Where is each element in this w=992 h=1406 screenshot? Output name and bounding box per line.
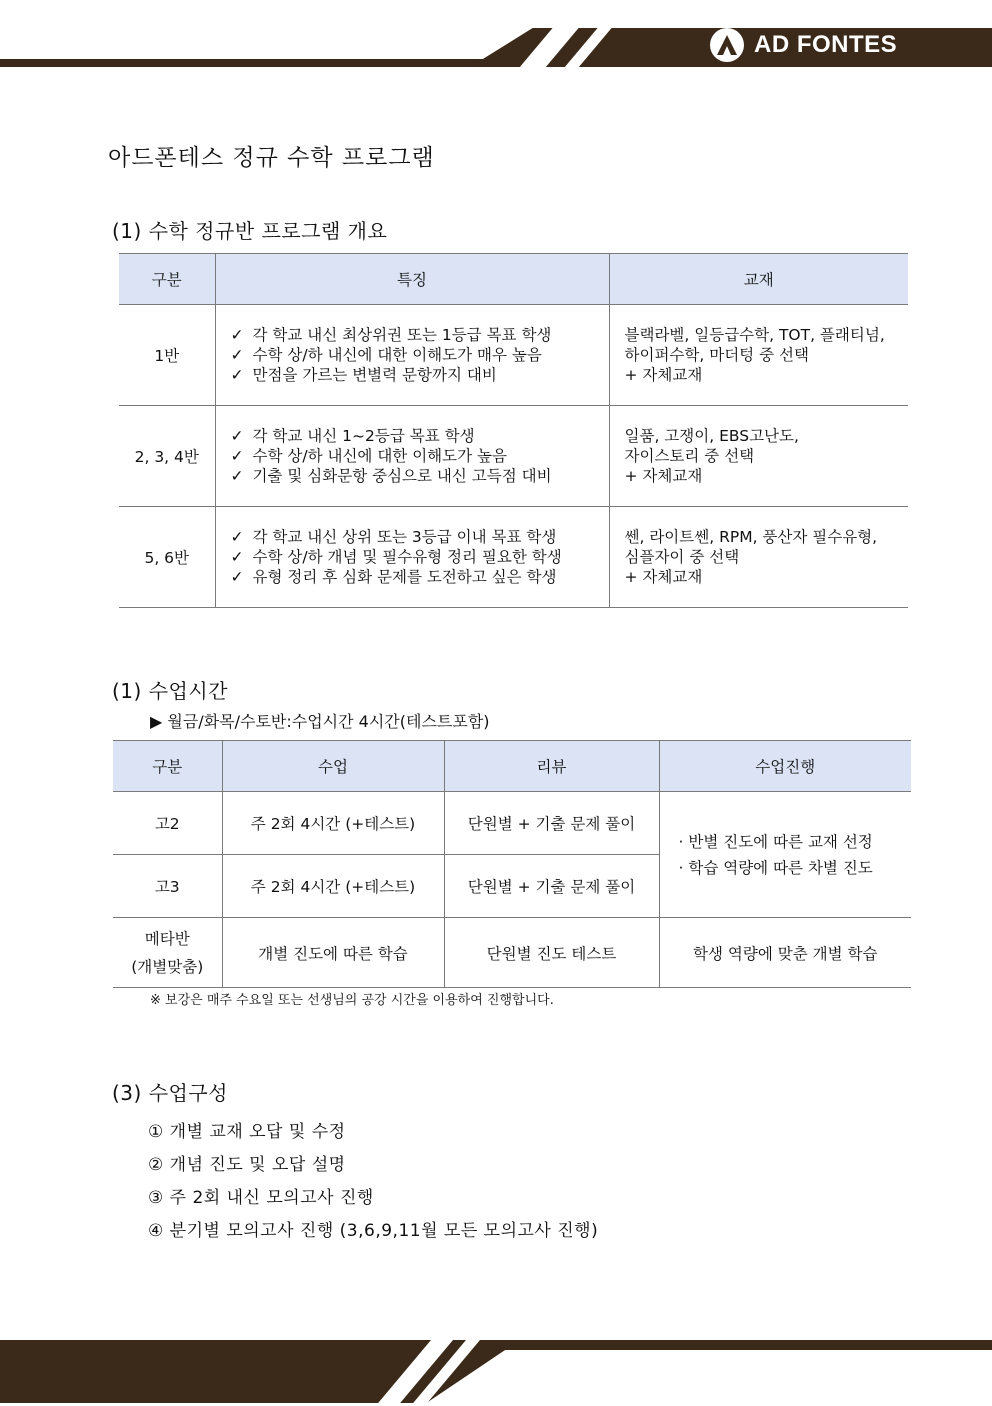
group-cell: 고3 (113, 855, 222, 918)
progress-cell (659, 792, 911, 918)
progress-cell: 학생 역량에 맞춘 개별 학습 (659, 918, 911, 988)
features-cell (215, 507, 609, 608)
table-row (113, 918, 911, 988)
table-row (113, 792, 911, 855)
table-row (119, 507, 908, 608)
note-text: ※ 보강은 매주 수요일 또는 선생님의 공강 시간을 이용하여 진행합니다. (150, 993, 554, 1008)
column-header: 수업 (222, 741, 444, 792)
table-header-row (119, 254, 908, 305)
column-header: 수업진행 (659, 741, 911, 792)
books-line: 블랙라벨, 일등급수학, TOT, 플래티넘, (624, 326, 885, 344)
group-cell: 5, 6반 (119, 507, 215, 608)
program-table (119, 253, 908, 608)
logo-text: AD FONTES (754, 31, 898, 58)
feature-item: ✓ 각 학교 내신 최상위권 또는 1등급 목표 학생 (231, 325, 608, 345)
lesson-cell: 주 2회 4시간 (+테스트) (222, 792, 444, 855)
books-cell (609, 406, 908, 507)
footer-rule (480, 1340, 992, 1350)
progress-item: · 반별 진도에 따른 교재 선정 (678, 832, 873, 851)
features-cell (215, 305, 609, 406)
list-item: ② 개념 진도 및 오답 설명 (148, 1155, 346, 1175)
group-line: (개별맞춤) (131, 957, 204, 976)
group-cell: 1반 (119, 305, 215, 406)
review-cell: 단원별 + 기출 문제 풀이 (444, 792, 659, 855)
logo-a-icon (710, 28, 744, 62)
books-line: 자이스토리 중 선택 (624, 447, 755, 465)
table-row (119, 406, 908, 507)
column-header: 교재 (609, 254, 908, 305)
column-header: 특징 (215, 254, 609, 305)
page-title: 아드폰테스 정규 수학 프로그램 (108, 145, 435, 171)
feature-item: ✓ 각 학교 내신 상위 또는 3등급 이내 목표 학생 (231, 527, 608, 547)
group-line: 메타반 (144, 929, 190, 948)
section1-heading: (1) 수학 정규반 프로그램 개요 (112, 219, 388, 243)
feature-item: ✓ 각 학교 내신 1~2등급 목표 학생 (231, 426, 608, 446)
section2-heading: (1) 수업시간 (112, 679, 228, 703)
features-cell (215, 406, 609, 507)
review-cell: 단원별 + 기출 문제 풀이 (444, 855, 659, 918)
column-header: 구분 (113, 741, 222, 792)
feature-item: ✓ 수학 상/하 내신에 대한 이해도가 높음 (231, 446, 608, 466)
lesson-cell: 주 2회 4시간 (+테스트) (222, 855, 444, 918)
list-item: ③ 주 2회 내신 모의고사 진행 (148, 1188, 374, 1208)
books-cell (609, 305, 908, 406)
books-line: 심플자이 중 선택 (624, 548, 740, 566)
schedule-line: ▶ 월금/화목/수토반:수업시간 4시간(테스트포함) (150, 712, 490, 731)
column-header: 리뷰 (444, 741, 659, 792)
column-header: 구분 (119, 254, 215, 305)
feature-item: ✓ 유형 정리 후 심화 문제를 도전하고 싶은 학생 (231, 567, 608, 587)
books-line: 일품, 고쟁이, EBS고난도, (624, 427, 799, 445)
feature-item: ✓ 기출 및 심화문항 중심으로 내신 고득점 대비 (231, 466, 608, 486)
brand-logo (710, 27, 897, 63)
section3-heading: (3) 수업구성 (112, 1081, 228, 1105)
group-cell: 고2 (113, 792, 222, 855)
books-line: 하이퍼수학, 마더텅 중 선택 (624, 346, 809, 364)
group-cell: 2, 3, 4반 (119, 406, 215, 507)
header-rule (0, 59, 507, 67)
feature-item: ✓ 수학 상/하 개념 및 필수유형 정리 필요한 학생 (231, 547, 608, 567)
progress-item: · 학습 역량에 따른 차별 진도 (678, 858, 873, 877)
feature-item: ✓ 수학 상/하 내신에 대한 이해도가 매우 높음 (231, 345, 608, 365)
review-cell: 단원별 진도 테스트 (444, 918, 659, 988)
table-row (119, 305, 908, 406)
list-item: ① 개별 교재 오답 및 수정 (148, 1122, 346, 1142)
books-line: + 자체교재 (624, 366, 703, 384)
lesson-cell: 개별 진도에 따른 학습 (222, 918, 444, 988)
books-line: 쎈, 라이트쎈, RPM, 풍산자 필수유형, (624, 528, 878, 546)
books-cell (609, 507, 908, 608)
schedule-table (113, 740, 911, 988)
group-cell (113, 918, 222, 988)
table-header-row (113, 741, 911, 792)
feature-item: ✓ 만점을 가르는 변별력 문항까지 대비 (231, 365, 608, 385)
books-line: + 자체교재 (624, 568, 703, 586)
list-item: ④ 분기별 모의고사 진행 (3,6,9,11월 모든 모의고사 진행) (148, 1221, 599, 1241)
books-line: + 자체교재 (624, 467, 703, 485)
